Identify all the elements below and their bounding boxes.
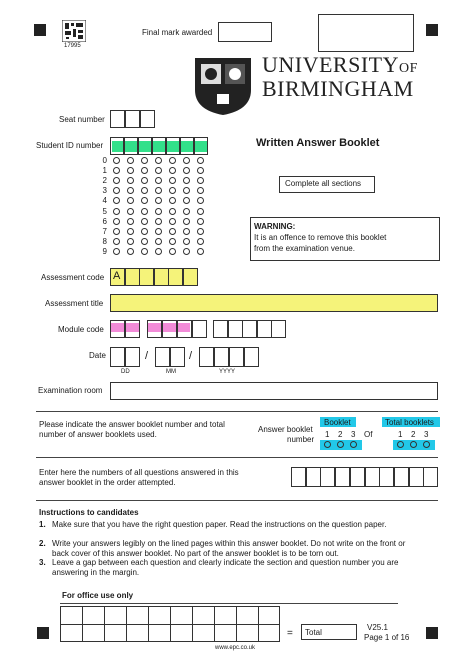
student-id-bubble[interactable] xyxy=(183,208,190,215)
student-id-bubble[interactable] xyxy=(197,197,204,204)
warning-line-1: It is an offence to remove this booklet xyxy=(254,233,387,242)
assessment-code-cell[interactable] xyxy=(154,268,169,286)
logo-of: OF xyxy=(399,61,418,76)
student-id-bubble[interactable] xyxy=(169,157,176,164)
barcode-icon xyxy=(62,20,86,42)
option-number: 3 xyxy=(351,430,356,439)
total-label: Total xyxy=(305,628,322,637)
student-id-bubble[interactable] xyxy=(197,177,204,184)
student-id-bubble[interactable] xyxy=(169,208,176,215)
student-id-bubble[interactable] xyxy=(155,208,162,215)
student-id-bubble[interactable] xyxy=(127,248,134,255)
digit-label: 8 xyxy=(102,236,107,246)
student-id-bubble[interactable] xyxy=(141,167,148,174)
digit-label: 4 xyxy=(102,196,107,206)
module-code-cell[interactable] xyxy=(192,320,207,338)
digit-label: 9 xyxy=(102,246,107,256)
assessment-title-field[interactable] xyxy=(110,294,438,312)
student-id-bubble[interactable] xyxy=(113,197,120,204)
student-id-bubble[interactable] xyxy=(169,187,176,194)
student-id-bubble[interactable] xyxy=(183,197,190,204)
section-divider xyxy=(36,411,438,412)
page-number: Page 1 of 16 xyxy=(364,633,410,642)
student-id-bubble[interactable] xyxy=(127,167,134,174)
student-id-bubble[interactable] xyxy=(141,248,148,255)
of-label: Of xyxy=(364,430,373,439)
date-separator: / xyxy=(145,350,149,362)
question-number-cell[interactable] xyxy=(306,467,321,487)
student-id-bubble[interactable] xyxy=(127,157,134,164)
student-id-bubble[interactable] xyxy=(155,218,162,225)
assessment-code-cell[interactable] xyxy=(139,268,154,286)
student-id-bubble[interactable] xyxy=(113,157,120,164)
total-booklets-bubble[interactable] xyxy=(410,441,417,448)
digit-label: 0 xyxy=(102,156,107,165)
question-number-cell[interactable] xyxy=(409,467,424,487)
digit-label: 7 xyxy=(102,226,107,236)
student-id-bubble[interactable] xyxy=(141,218,148,225)
section-divider xyxy=(36,457,438,458)
logo-university-word: UNIVERSITY xyxy=(262,52,399,77)
registration-mark-bottom-left xyxy=(37,627,49,639)
registration-mark-bottom-right xyxy=(426,627,438,639)
registration-mark-top-right xyxy=(426,24,438,36)
student-id-bubble[interactable] xyxy=(169,177,176,184)
student-id-bubble[interactable] xyxy=(141,177,148,184)
student-id-bubble[interactable] xyxy=(113,187,120,194)
student-id-bubble[interactable] xyxy=(155,238,162,245)
total-booklets-header: Total booklets xyxy=(385,418,434,427)
student-id-bubble[interactable] xyxy=(141,187,148,194)
seat-number-cell[interactable] xyxy=(110,110,125,128)
booklet-header: Booklet xyxy=(324,418,351,427)
student-id-bubble[interactable] xyxy=(197,187,204,194)
student-id-bubble[interactable] xyxy=(197,238,204,245)
student-id-bubble[interactable] xyxy=(141,228,148,235)
student-id-bubble[interactable] xyxy=(183,167,190,174)
assessment-code-cell[interactable] xyxy=(183,268,198,286)
student-id-bubble[interactable] xyxy=(113,248,120,255)
student-id-bubble[interactable] xyxy=(183,218,190,225)
seat-number-label: Seat number xyxy=(59,115,105,124)
complete-all-text: Complete all sections xyxy=(285,179,362,188)
seat-number-cell[interactable] xyxy=(140,110,155,128)
student-id-bubble[interactable] xyxy=(113,218,120,225)
question-number-cell[interactable] xyxy=(291,467,306,487)
assessment-code-label: Assessment code xyxy=(41,273,105,282)
student-id-cell[interactable] xyxy=(180,137,194,155)
instruction-line: Write your answers legibly on the lined pages within this answer booklet. Do not write on the front or xyxy=(52,539,406,548)
digit-label: 5 xyxy=(102,206,107,216)
student-id-bubble[interactable] xyxy=(155,157,162,164)
exam-room-label: Examination room xyxy=(38,386,103,395)
student-id-bubble[interactable] xyxy=(127,218,134,225)
instruction-number: 2. xyxy=(39,539,46,548)
module-code-cell[interactable] xyxy=(125,320,140,338)
website-footer: www.epc.co.uk xyxy=(215,645,256,651)
instructions-title: Instructions to candidates xyxy=(39,508,139,517)
registration-mark-top-left xyxy=(34,24,46,36)
student-id-cell[interactable] xyxy=(124,137,138,155)
module-code-cell[interactable] xyxy=(110,320,125,338)
date-cell[interactable] xyxy=(199,347,214,367)
module-code-cell[interactable] xyxy=(162,320,177,338)
student-id-bubble[interactable] xyxy=(169,238,176,245)
question-number-cell[interactable] xyxy=(423,467,438,487)
booklet-number-bubble[interactable] xyxy=(324,441,331,448)
instruction-line: Make sure that you have the right question paper. Read the instructions on the question paper. xyxy=(52,520,387,529)
student-id-bubble[interactable] xyxy=(155,228,162,235)
instruction-number: 3. xyxy=(39,558,46,567)
student-id-bubble[interactable] xyxy=(155,248,162,255)
questions-prompt-line-1: Enter here the numbers of all questions answered in this xyxy=(39,468,239,477)
instruction-line: answering in the margin. xyxy=(52,568,140,577)
student-id-bubble[interactable] xyxy=(127,208,134,215)
answer-booklet-label-2: number xyxy=(287,435,315,444)
questions-prompt-line-2: answer booklet in the order attempted. xyxy=(39,478,176,487)
module-code-cell[interactable] xyxy=(213,320,228,338)
date-mm-caption: MM xyxy=(166,369,176,375)
question-number-cell[interactable] xyxy=(365,467,380,487)
student-id-bubble[interactable] xyxy=(127,187,134,194)
assessment-code-cell[interactable] xyxy=(125,268,140,286)
question-number-cell[interactable] xyxy=(394,467,409,487)
student-id-bubble[interactable] xyxy=(155,177,162,184)
student-id-bubble[interactable] xyxy=(183,228,190,235)
student-id-cell[interactable] xyxy=(110,137,124,155)
exam-room-field[interactable] xyxy=(110,382,438,400)
assessment-code-prefix: A xyxy=(113,270,121,282)
module-code-cell[interactable] xyxy=(228,320,243,338)
date-cell[interactable] xyxy=(170,347,185,367)
student-id-bubble[interactable] xyxy=(127,177,134,184)
student-id-bubble[interactable] xyxy=(197,228,204,235)
student-id-cell[interactable] xyxy=(166,137,180,155)
version-label: V25.1 xyxy=(367,623,388,632)
date-cell[interactable] xyxy=(244,347,259,367)
student-id-label: Student ID number xyxy=(36,141,104,150)
seat-number-cell[interactable] xyxy=(125,110,140,128)
instruction-number: 1. xyxy=(39,520,46,529)
instruction-line: Leave a gap between each question and clearly indicate the section and question number you are xyxy=(52,558,399,567)
student-id-bubble[interactable] xyxy=(141,208,148,215)
student-id-bubble[interactable] xyxy=(127,228,134,235)
option-number: 1 xyxy=(398,430,403,439)
student-id-bubble[interactable] xyxy=(113,228,120,235)
office-use-title: For office use only xyxy=(62,591,134,600)
student-id-cell[interactable] xyxy=(152,137,166,155)
student-id-bubble[interactable] xyxy=(141,238,148,245)
date-cell[interactable] xyxy=(125,347,140,367)
student-id-cell[interactable] xyxy=(194,137,208,155)
digit-label: 3 xyxy=(102,186,107,196)
booklet-prompt-line-1: Please indicate the answer booklet number and total xyxy=(39,420,225,429)
office-divider xyxy=(60,603,398,604)
student-id-bubble[interactable] xyxy=(197,218,204,225)
option-number: 1 xyxy=(325,430,330,439)
student-id-bubble[interactable] xyxy=(197,208,204,215)
student-id-bubble[interactable] xyxy=(183,248,190,255)
instruction-line: back cover of this answer booklet. No part of the answer booklet is to be torn out. xyxy=(52,549,339,558)
student-id-bubble[interactable] xyxy=(113,208,120,215)
logo-university xyxy=(262,52,418,78)
question-number-cell[interactable] xyxy=(335,467,350,487)
student-id-bubble[interactable] xyxy=(141,157,148,164)
date-cell[interactable] xyxy=(214,347,229,367)
digit-label: 1 xyxy=(102,166,107,176)
student-id-bubble[interactable] xyxy=(169,197,176,204)
student-id-bubble[interactable] xyxy=(127,238,134,245)
booklet-number-bubble[interactable] xyxy=(337,441,344,448)
student-id-bubble[interactable] xyxy=(197,157,204,164)
warning-line-2: from the examination venue. xyxy=(254,244,355,253)
booklet-number-bubble[interactable] xyxy=(350,441,357,448)
booklet-prompt-line-2: number of answer booklets used. xyxy=(39,430,157,439)
student-id-bubble[interactable] xyxy=(141,197,148,204)
student-id-bubble[interactable] xyxy=(113,177,120,184)
student-id-bubble[interactable] xyxy=(197,248,204,255)
student-id-bubble[interactable] xyxy=(183,157,190,164)
question-number-cell[interactable] xyxy=(379,467,394,487)
date-label: Date xyxy=(89,351,106,360)
date-separator: / xyxy=(189,350,193,362)
student-id-bubble[interactable] xyxy=(113,238,120,245)
final-mark-box[interactable] xyxy=(218,22,272,42)
warning-title: WARNING: xyxy=(254,222,296,231)
module-code-cell[interactable] xyxy=(271,320,286,338)
module-code-cell[interactable] xyxy=(257,320,272,338)
student-id-bubble[interactable] xyxy=(169,218,176,225)
option-number: 2 xyxy=(411,430,416,439)
booklet-title: Written Answer Booklet xyxy=(256,137,380,149)
student-id-bubble[interactable] xyxy=(155,167,162,174)
student-id-bubble[interactable] xyxy=(183,177,190,184)
student-id-bubble[interactable] xyxy=(197,167,204,174)
logo-birmingham: BIRMINGHAM xyxy=(262,76,414,101)
student-id-bubble[interactable] xyxy=(155,197,162,204)
module-code-cell[interactable] xyxy=(242,320,257,338)
student-id-bubble[interactable] xyxy=(183,187,190,194)
option-number: 2 xyxy=(338,430,343,439)
student-id-bubble[interactable] xyxy=(113,167,120,174)
assessment-title-label: Assessment title xyxy=(45,299,104,308)
option-number: 3 xyxy=(424,430,429,439)
student-id-bubble[interactable] xyxy=(127,197,134,204)
student-id-bubble[interactable] xyxy=(169,248,176,255)
grid-line xyxy=(60,624,280,625)
digit-label: 2 xyxy=(102,176,107,186)
date-cell[interactable] xyxy=(155,347,170,367)
total-booklets-bubble[interactable] xyxy=(423,441,430,448)
assessment-code-cell[interactable] xyxy=(168,268,183,286)
student-id-cell[interactable] xyxy=(138,137,152,155)
equals-sign: = xyxy=(287,628,293,639)
digit-label: 6 xyxy=(102,216,107,226)
date-cell[interactable] xyxy=(110,347,125,367)
total-booklets-bubble[interactable] xyxy=(397,441,404,448)
student-id-bubble[interactable] xyxy=(169,228,176,235)
module-code-label: Module code xyxy=(58,325,104,334)
answer-booklet-label-1: Answer booklet xyxy=(258,425,313,434)
question-number-cell[interactable] xyxy=(350,467,365,487)
final-mark-label: Final mark awarded xyxy=(142,28,213,37)
question-number-cell[interactable] xyxy=(320,467,335,487)
examiner-box[interactable] xyxy=(318,14,414,52)
module-code-cell[interactable] xyxy=(147,320,162,338)
module-code-cell[interactable] xyxy=(177,320,192,338)
date-yyyy-caption: YYYY xyxy=(219,369,236,375)
date-cell[interactable] xyxy=(229,347,244,367)
student-id-bubble[interactable] xyxy=(183,238,190,245)
barcode-number: 17995 xyxy=(64,43,81,49)
section-divider xyxy=(36,500,438,501)
student-id-bubble[interactable] xyxy=(169,167,176,174)
university-crest-icon xyxy=(193,56,253,116)
date-dd-caption: DD xyxy=(121,369,130,375)
student-id-bubble[interactable] xyxy=(155,187,162,194)
